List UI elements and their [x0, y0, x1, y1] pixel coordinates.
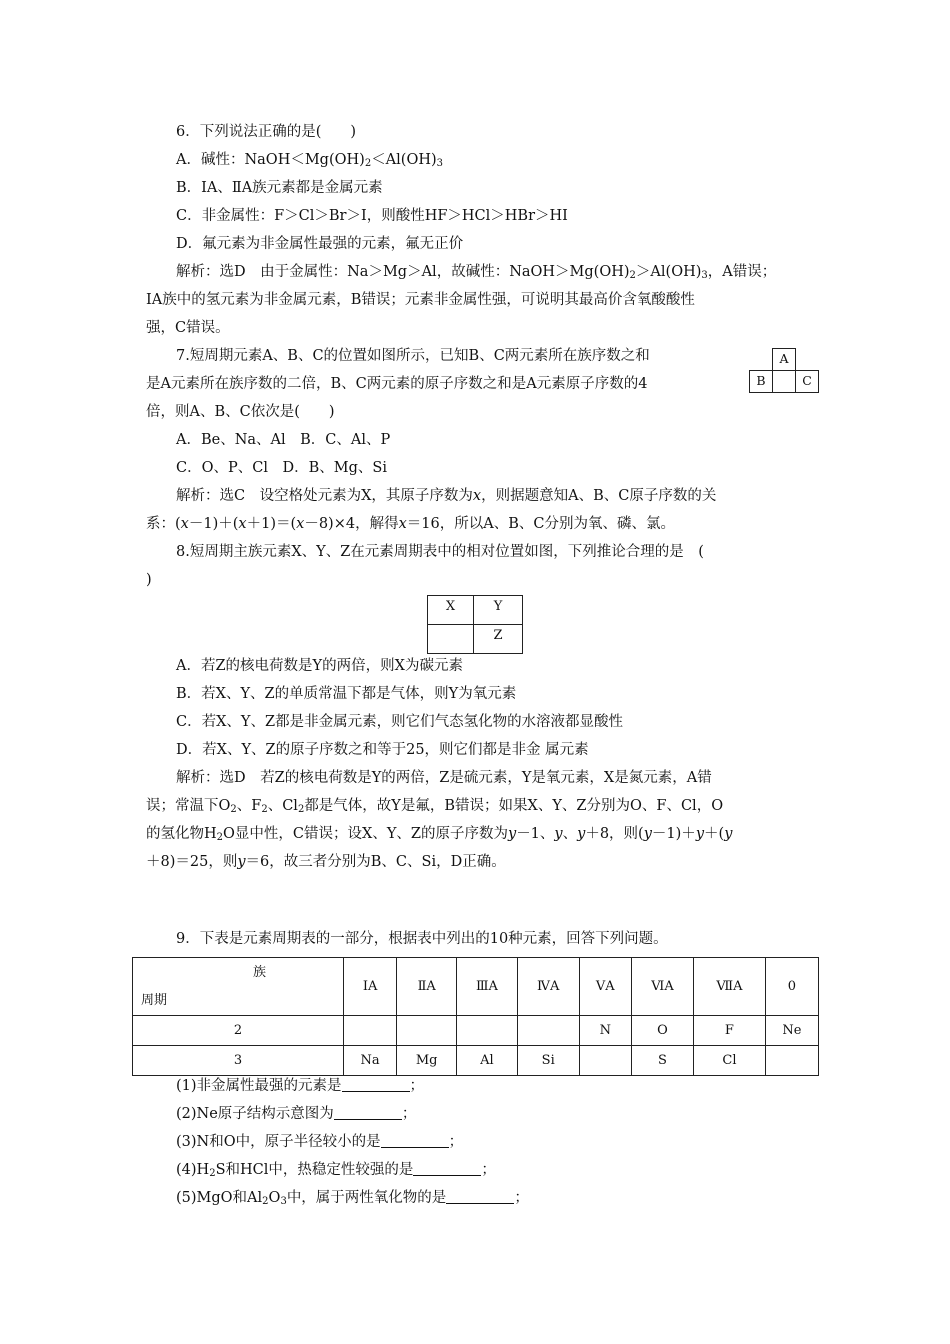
element-cell	[579, 1046, 631, 1076]
element-cell: Na	[344, 1046, 397, 1076]
group-header: ⅤA	[579, 958, 631, 1016]
q6-analysis-line1: 解析：选D 由于金属性：Na＞Mg＞Al，故碱性：$NaOH>Mg(OH)_2>Al(OH)_3$，A错误；	[176, 264, 777, 281]
q7-stem-line1: 7.短周期元素A、B、C的位置如图所示，已知B、C两元素所在族序数之和	[176, 348, 650, 364]
element-cell: N	[579, 1016, 631, 1046]
element-cell: Si	[517, 1046, 579, 1076]
element-cell: S	[631, 1046, 693, 1076]
element-cell: F	[694, 1016, 766, 1046]
answer-blank[interactable]	[446, 1189, 514, 1204]
answer-blank[interactable]	[381, 1133, 449, 1148]
q7-stem-line2: 是A元素所在族序数的二倍，B、C两元素的原子序数之和是A元素原子序数的4	[146, 376, 648, 392]
q9-part-1: (1)非金属性最强的元素是 ；	[176, 1078, 425, 1094]
q8-analysis-line2: 误；常温下$O_2$、$F_2$、$Cl_2$都是气体，故Y是氟，B错误；如果X、Y、Z分别为O、F、Cl，O	[146, 798, 724, 815]
q6-analysis-line3: 强，C错误。	[146, 320, 230, 336]
answer-blank[interactable]	[342, 1077, 410, 1092]
table-row	[133, 1046, 819, 1076]
element-cell	[344, 1016, 397, 1046]
element-cell: Al	[457, 1046, 518, 1076]
table-row	[133, 1016, 819, 1046]
group-header: ⅠA	[344, 958, 397, 1016]
answer-blank[interactable]	[334, 1105, 402, 1120]
element-cell	[765, 1046, 818, 1076]
q7-figure-cell-empty	[772, 370, 796, 393]
group-header: ⅡA	[397, 958, 457, 1016]
element-cell	[457, 1016, 518, 1046]
q8-analysis-line1: 解析：选D 若Z的核电荷数是Y的两倍，Z是硫元素，Y是氧元素，X是氮元素，A错	[176, 770, 712, 786]
q8-figure-cell-empty	[427, 624, 474, 654]
q6-option-d: D．氟元素为非金属性最强的元素，氟无正价	[176, 236, 464, 252]
q7-analysis-line1: 解析：选C 设空格处元素为X，其原子序数为x，则据题意知A、B、C原子序数的关	[176, 488, 717, 504]
q6-analysis-line2: ⅠA族中的氢元素为非金属元素，B错误；元素非金属性强，可说明其最高价含氧酸酸性	[146, 292, 695, 308]
q7-options-ab: A．Be、Na、Al B．C、Al、P	[176, 432, 391, 448]
element-cell	[397, 1016, 457, 1046]
q7-figure-cell-a: A	[772, 348, 796, 371]
q9-stem: 9．下表是元素周期表的一部分，根据表中列出的10种元素，回答下列问题。	[176, 931, 668, 947]
q6-option-c: C．非金属性：F＞Cl＞Br＞I，则酸性HF＞HCl＞HBr＞HI	[176, 208, 568, 224]
q9-part-4: $(4)H_2S$和HCl中，热稳定性较强的是 ；	[176, 1162, 496, 1179]
group-header: ⅥA	[631, 958, 693, 1016]
q8-figure-cell-z: Z	[473, 624, 523, 654]
q8-figure-cell-y: Y	[473, 595, 523, 625]
table-corner-cell	[133, 958, 344, 1016]
q8-analysis-line3: 的氢化物$H_2O$显中性，C错误；设X、Y、Z的原子序数为y－1、y、y＋8，则(y－1)＋y＋(y	[146, 826, 733, 843]
q7-options-cd: C．O、P、Cl D．B、Mg、Si	[176, 460, 387, 476]
q7-figure-cell-c: C	[795, 370, 819, 393]
element-cell: O	[631, 1016, 693, 1046]
q8-analysis-line4: ＋8)＝25，则y＝6，故三者分别为B、C、Si，D正确。	[146, 854, 506, 870]
element-cell	[517, 1016, 579, 1046]
q9-part-3: (3)N和O中，原子半径较小的是 ；	[176, 1134, 464, 1150]
element-cell: Mg	[397, 1046, 457, 1076]
periodic-table-excerpt	[132, 957, 819, 1076]
q6-stem: 6．下列说法正确的是( )	[176, 124, 357, 140]
period-label: 2	[133, 1016, 344, 1046]
q9-part-2: (2)Ne原子结构示意图为 ；	[176, 1106, 417, 1122]
q8-stem-line2: )	[146, 572, 152, 588]
q7-analysis-line2: 系：(x－1)＋(x＋1)＝(x－8)×4，解得x＝16，所以A、B、C分别为氧、磷、氯。	[146, 516, 675, 532]
answer-blank[interactable]	[413, 1161, 481, 1176]
q7-stem-line3: 倍，则A、B、C依次是( )	[146, 404, 335, 420]
q8-option-d: D．若X、Y、Z的原子序数之和等于25，则它们都是非金 属元素	[176, 742, 589, 758]
q6-option-a: A．碱性：$NaOH<Mg(OH)_2<Al(OH)_3$	[176, 152, 444, 169]
element-cell: Cl	[694, 1046, 766, 1076]
corner-group-label: 族	[253, 964, 267, 980]
group-header: 0	[765, 958, 818, 1016]
group-header: ⅣA	[517, 958, 579, 1016]
q8-option-c: C．若X、Y、Z都是非金属元素，则它们气态氢化物的水溶液都显酸性	[176, 714, 624, 730]
q6-option-b: B．ⅠA、ⅡA族元素都是金属元素	[176, 180, 383, 196]
q7-figure-cell-b: B	[749, 370, 773, 393]
corner-period-label: 周期	[141, 992, 168, 1008]
period-label: 3	[133, 1046, 344, 1076]
q8-figure-cell-x: X	[427, 595, 474, 625]
group-header: ⅦA	[694, 958, 766, 1016]
group-header: ⅢA	[457, 958, 518, 1016]
q8-option-b: B．若X、Y、Z的单质常温下都是气体，则Y为氧元素	[176, 686, 517, 702]
element-cell: Ne	[765, 1016, 818, 1046]
q9-part-5: (5)MgO和$Al_2O_3$中，属于两性氧化物的是 ；	[176, 1190, 529, 1207]
q8-stem-line1: 8.短周期主族元素X、Y、Z在元素周期表中的相对位置如图，下列推论合理的是 (	[176, 544, 704, 560]
q8-option-a: A．若Z的核电荷数是Y的两倍，则X为碳元素	[176, 658, 463, 674]
